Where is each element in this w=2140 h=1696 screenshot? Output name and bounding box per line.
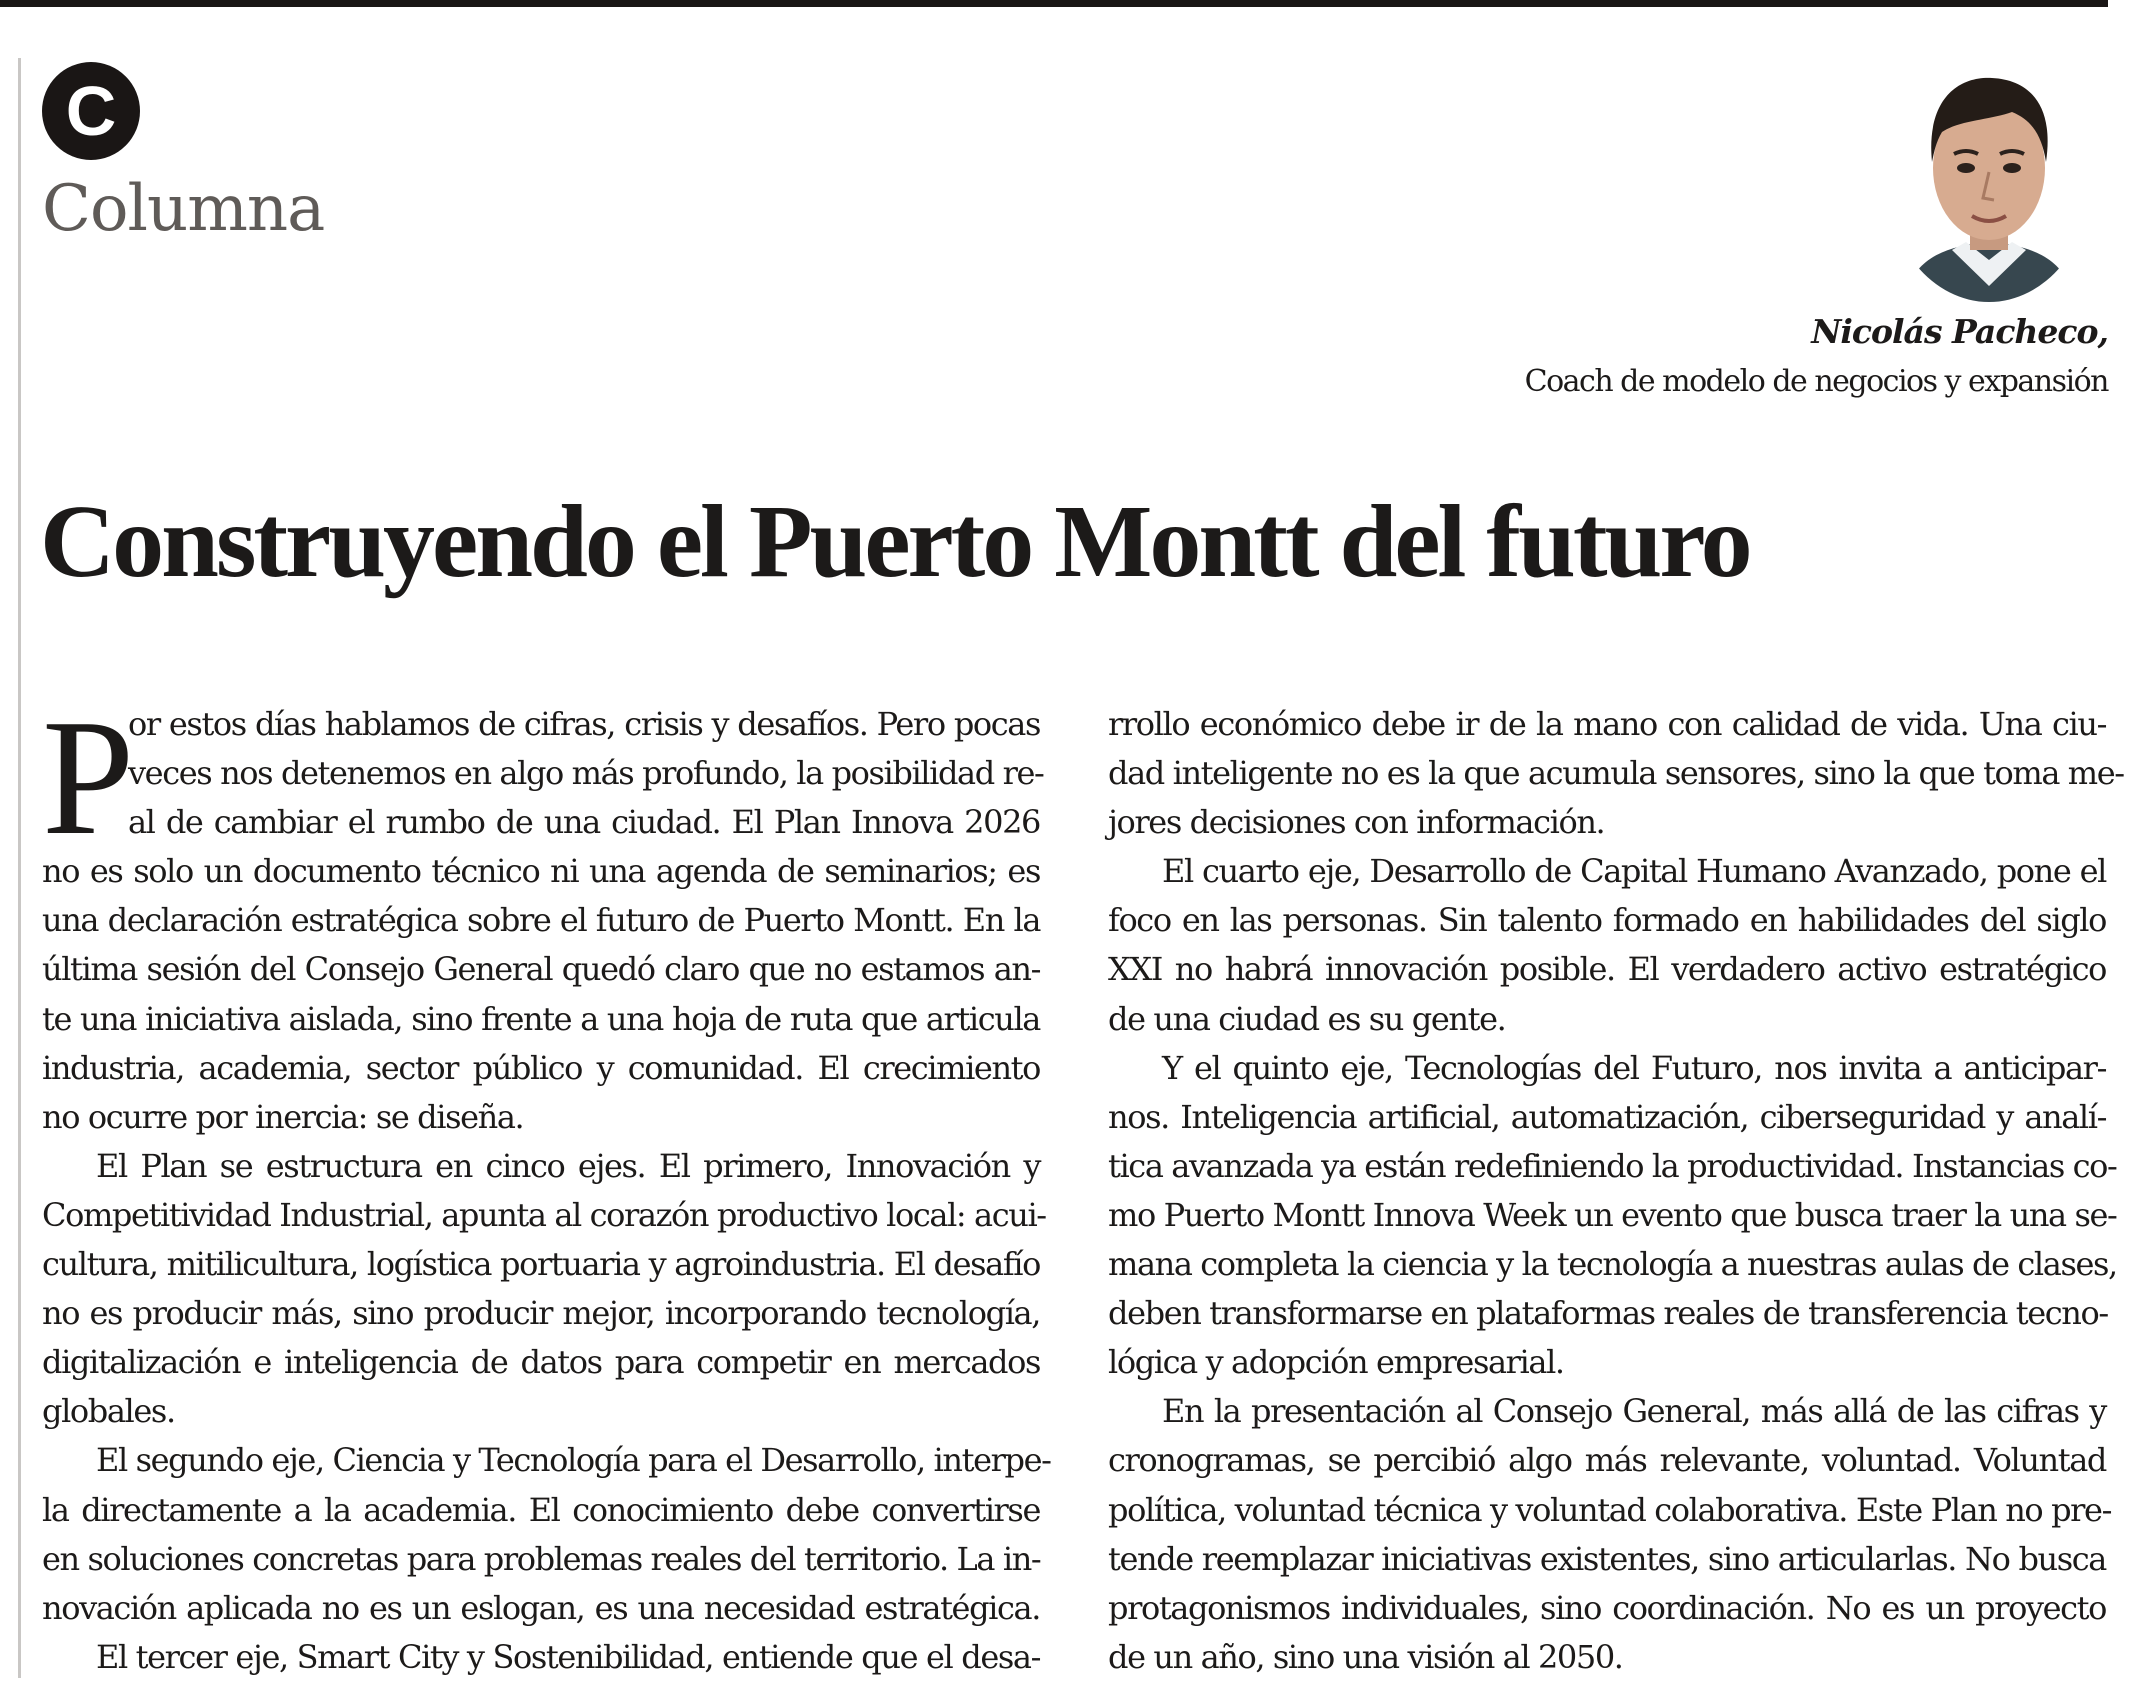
author-photo bbox=[1886, 50, 2092, 302]
text-line: protagonismos individuales, sino coordinación. No es un proyecto bbox=[1108, 1588, 2106, 1627]
text-line: El Plan se estructura en cinco ejes. El primero, Innovación y bbox=[96, 1146, 1040, 1185]
section-label: Columna bbox=[42, 172, 325, 246]
text-line: deben transformarse en plataformas reales de transferencia tecno- bbox=[1108, 1294, 2108, 1333]
text-line: novación aplicada no es un eslogan, es una necesidad estratégica. bbox=[42, 1588, 1040, 1627]
text-line: no ocurre por inercia: se diseña. bbox=[42, 1097, 524, 1136]
article-column-left bbox=[42, 685, 1051, 1682]
text-line: mana completa la ciencia y la tecnología a nuestras aulas de clases, bbox=[1108, 1245, 2117, 1284]
text-line: veces nos detenemos en algo más profundo, la posibilidad re- bbox=[128, 754, 1044, 793]
section-badge: C bbox=[42, 62, 140, 160]
text-line: tica avanzada ya están redefiniendo la productividad. Instancias co- bbox=[1108, 1146, 2117, 1185]
author-role: Coach de modelo de negocios y expansión bbox=[1524, 364, 2108, 399]
left-margin-rule bbox=[18, 58, 21, 1678]
text-line: última sesión del Consejo General quedó claro que no estamos an- bbox=[42, 950, 1040, 989]
article-body bbox=[42, 685, 2124, 1676]
text-line: foco en las personas. Sin talento formado en habilidades del siglo bbox=[1108, 901, 2106, 940]
text-line: lógica y adopción empresarial. bbox=[1108, 1343, 1564, 1382]
text-line: la directamente a la academia. El conocimiento debe convertirse bbox=[42, 1490, 1040, 1529]
text-line: dad inteligente no es la que acumula sensores, sino la que toma me- bbox=[1108, 754, 2124, 793]
text-line: En la presentación al Consejo General, más allá de las cifras y bbox=[1162, 1392, 2106, 1431]
article-column-right bbox=[1108, 700, 2124, 1682]
drop-cap: P bbox=[42, 685, 135, 869]
text-line: Y el quinto eje, Tecnologías del Futuro, nos invita a anticipar- bbox=[1162, 1048, 2106, 1087]
text-line: cronogramas, se percibió algo más relevante, voluntad. Voluntad bbox=[1108, 1441, 2106, 1480]
text-line: or estos días hablamos de cifras, crisis y desafíos. Pero pocas bbox=[128, 705, 1040, 743]
text-line: política, voluntad técnica y voluntad colaborativa. Este Plan no pre- bbox=[1108, 1490, 2111, 1529]
text-line: mo Puerto Montt Innova Week un evento que busca traer la una se- bbox=[1108, 1195, 2117, 1234]
text-line: nos. Inteligencia artificial, automatización, ciberseguridad y analí- bbox=[1108, 1097, 2106, 1136]
text-line: rrollo económico debe ir de la mano con calidad de vida. Una ciu- bbox=[1108, 705, 2106, 743]
text-line: cultura, mitilicultura, logística portuaria y agroindustria. El desafío bbox=[42, 1245, 1040, 1284]
text-line: al de cambiar el rumbo de una ciudad. El Plan Innova 2026 bbox=[128, 803, 1040, 842]
text-line: de un año, sino una visión al 2050. bbox=[1108, 1637, 1623, 1676]
headline: Construyendo el Puerto Montt del futuro bbox=[40, 484, 1750, 599]
text-line: industria, academia, sector público y comunidad. El crecimiento bbox=[42, 1048, 1040, 1087]
top-rule bbox=[0, 0, 2108, 7]
text-line: globales. bbox=[42, 1392, 175, 1431]
text-line: te una iniciativa aislada, sino frente a una hoja de ruta que articula bbox=[42, 999, 1040, 1038]
text-line: Competitividad Industrial, apunta al corazón productivo local: acui- bbox=[42, 1195, 1046, 1234]
author-name: Nicolás Pacheco, bbox=[1811, 312, 2108, 351]
text-line: una declaración estratégica sobre el futuro de Puerto Montt. En la bbox=[42, 901, 1040, 940]
text-line: XXI no habrá innovación posible. El verdadero activo estratégico bbox=[1108, 950, 2106, 989]
text-line: digitalización e inteligencia de datos para competir en mercados bbox=[42, 1343, 1040, 1382]
text-line: tende reemplazar iniciativas existentes, sino articularlas. No busca bbox=[1108, 1539, 2106, 1578]
text-line: de una ciudad es su gente. bbox=[1108, 999, 1506, 1038]
text-line: no es producir más, sino producir mejor, incorporando tecnología, bbox=[42, 1294, 1040, 1333]
text-line: El tercer eje, Smart City y Sostenibilidad, entiende que el desa- bbox=[96, 1637, 1040, 1676]
text-line: El cuarto eje, Desarrollo de Capital Humano Avanzado, pone el bbox=[1162, 852, 2106, 891]
text-line: no es solo un documento técnico ni una agenda de seminarios; es bbox=[42, 852, 1040, 891]
text-line: jores decisiones con información. bbox=[1108, 803, 1605, 842]
text-line: en soluciones concretas para problemas reales del territorio. La in- bbox=[42, 1539, 1041, 1578]
text-line: El segundo eje, Ciencia y Tecnología para el Desarrollo, interpe- bbox=[96, 1441, 1051, 1480]
